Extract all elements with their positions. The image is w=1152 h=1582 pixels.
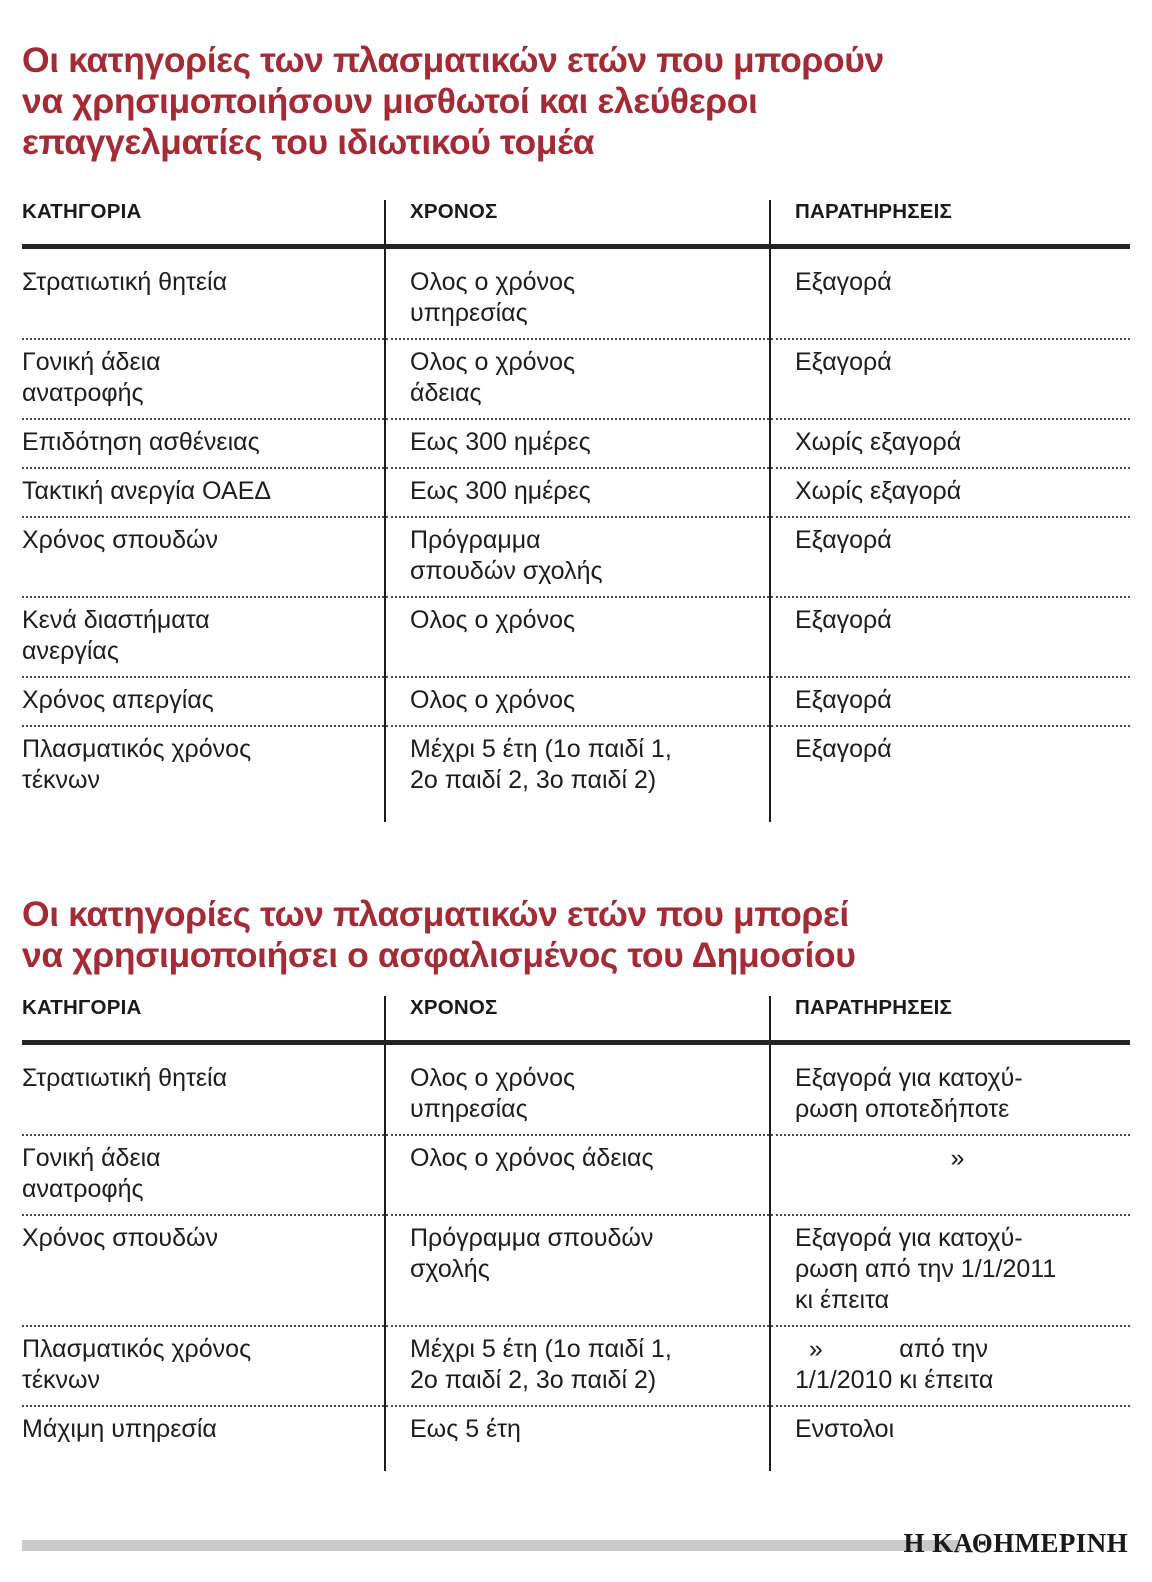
cell-category xyxy=(22,339,385,419)
cell-line: Ενστολοι xyxy=(795,1415,895,1443)
cell-line: 1/1/2010 κι έπειτα xyxy=(795,1366,994,1394)
cell-notes xyxy=(770,247,1130,340)
cell-line: 2ο παιδί 2, 3ο παιδί 2) xyxy=(410,1366,657,1394)
cell-category xyxy=(22,247,385,340)
table-header-row xyxy=(22,200,1130,244)
cell-line: Εξαγορά xyxy=(795,686,892,714)
cell-time xyxy=(385,339,770,419)
cell-notes xyxy=(770,677,1130,726)
page-title-private-sector xyxy=(22,40,1112,164)
title-line: Οι κατηγορίες των πλασματικών ετών που μπορούν xyxy=(22,39,884,80)
cell-line: Πρόγραμμα xyxy=(410,526,541,554)
cell-line: Εξαγορά xyxy=(795,268,892,296)
table-private-sector-wrapper xyxy=(22,200,1130,822)
cell-line: σπουδών σχολής xyxy=(410,557,603,585)
cell-line: Τακτική ανεργία ΟΑΕΔ xyxy=(22,477,272,505)
table-row xyxy=(22,1135,1130,1215)
cell-notes xyxy=(770,339,1130,419)
cell-line: ανεργίας xyxy=(22,637,119,665)
cell-line: ανατροφής xyxy=(22,379,144,407)
table-row xyxy=(22,1406,1130,1471)
table-public-sector-wrapper xyxy=(22,996,1130,1471)
cell-line: Επιδότηση ασθένειας xyxy=(22,428,260,456)
column-header-time: ΧΡΟΝΟΣ xyxy=(385,996,770,1040)
cell-line: ρωση από την 1/1/2011 xyxy=(795,1255,1057,1283)
table-row xyxy=(22,247,1130,340)
cell-notes xyxy=(770,517,1130,597)
table-row xyxy=(22,726,1130,822)
table-public-sector xyxy=(22,996,1130,1471)
title-line: Οι κατηγορίες των πλασματικών ετών που μπορεί xyxy=(22,893,849,934)
cell-line: Πλασματικός χρόνος xyxy=(22,1335,252,1363)
table-row xyxy=(22,677,1130,726)
table-row xyxy=(22,339,1130,419)
cell-line: Χωρίς εξαγορά xyxy=(795,428,962,456)
cell-line: ανατροφής xyxy=(22,1175,144,1203)
cell-line: » από την xyxy=(795,1335,989,1363)
cell-line: Ολος ο χρόνος άδειας xyxy=(410,1144,654,1172)
cell-notes xyxy=(770,1326,1130,1406)
cell-category xyxy=(22,1043,385,1136)
cell-line: Εξαγορά για κατοχύ- xyxy=(795,1064,1023,1092)
cell-line: Εξαγορά xyxy=(795,606,892,634)
cell-line: Ολος ο χρόνος xyxy=(410,348,576,376)
title-line: επαγγελματίες του ιδιωτικού τομέα xyxy=(22,122,595,163)
footer-bar xyxy=(22,1540,960,1551)
cell-line: Χρόνος απεργίας xyxy=(22,686,214,714)
cell-line: Ολος ο χρόνος xyxy=(410,686,576,714)
cell-time xyxy=(385,1043,770,1136)
cell-line: κι έπειτα xyxy=(795,1286,890,1314)
cell-time xyxy=(385,597,770,677)
cell-line: ρωση οποτεδήποτε xyxy=(795,1095,1010,1123)
cell-category xyxy=(22,726,385,822)
cell-line: Στρατιωτική θητεία xyxy=(22,1064,228,1092)
cell-notes xyxy=(770,726,1130,822)
cell-category xyxy=(22,1215,385,1326)
cell-line: Εως 5 έτη xyxy=(410,1415,521,1443)
cell-line: υπηρεσίας xyxy=(410,1095,528,1123)
cell-notes xyxy=(770,468,1130,517)
cell-line: » xyxy=(950,1144,965,1172)
cell-notes xyxy=(770,597,1130,677)
table-row xyxy=(22,597,1130,677)
title-line: να χρησιμοποιήσουν μισθωτοί και ελεύθεροι xyxy=(22,80,758,121)
table-row xyxy=(22,517,1130,597)
table-row xyxy=(22,419,1130,468)
cell-line: Εξαγορά xyxy=(795,348,892,376)
cell-line: Χρόνος σπουδών xyxy=(22,1224,219,1252)
cell-line: Εξαγορά για κατοχύ- xyxy=(795,1224,1023,1252)
column-header-notes: ΠΑΡΑΤΗΡΗΣΕΙΣ xyxy=(770,200,1130,244)
cell-line: άδειας xyxy=(410,379,482,407)
cell-time xyxy=(385,726,770,822)
cell-line: Ολος ο χρόνος xyxy=(410,268,576,296)
cell-line: 2ο παιδί 2, 3ο παιδί 2) xyxy=(410,766,657,794)
table-body-private-sector xyxy=(22,247,1130,823)
column-header-category: ΚΑΤΗΓΟΡΙΑ xyxy=(22,200,142,223)
cell-category xyxy=(22,597,385,677)
cell-line: Χρόνος σπουδών xyxy=(22,526,219,554)
cell-time xyxy=(385,1406,770,1471)
cell-category xyxy=(22,1406,385,1471)
cell-notes xyxy=(770,1043,1130,1136)
cell-notes xyxy=(770,1406,1130,1471)
cell-category xyxy=(22,419,385,468)
cell-line: Πρόγραμμα σπουδών xyxy=(410,1224,654,1252)
cell-time xyxy=(385,517,770,597)
cell-category xyxy=(22,468,385,517)
cell-line: υπηρεσίας xyxy=(410,299,528,327)
column-header-notes: ΠΑΡΑΤΗΡΗΣΕΙΣ xyxy=(770,996,1130,1040)
cell-line: Μέχρι 5 έτη (1ο παιδί 1, xyxy=(410,1335,672,1363)
cell-line: τέκνων xyxy=(22,1366,101,1394)
table-row xyxy=(22,1215,1130,1326)
cell-line: Χωρίς εξαγορά xyxy=(795,477,962,505)
cell-notes xyxy=(770,1135,1130,1215)
cell-line: σχολής xyxy=(410,1255,490,1283)
cell-time xyxy=(385,419,770,468)
cell-time xyxy=(385,1326,770,1406)
column-header-time: ΧΡΟΝΟΣ xyxy=(385,200,770,244)
table-row xyxy=(22,468,1130,517)
cell-line: Πλασματικός χρόνος xyxy=(22,735,252,763)
cell-line: Εξαγορά xyxy=(795,526,892,554)
title-line: να χρησιμοποιήσει ο ασφαλισμένος του Δημοσίου xyxy=(22,934,856,975)
cell-line: Ολος ο χρόνος xyxy=(410,606,576,634)
cell-line: Ολος ο χρόνος xyxy=(410,1064,576,1092)
cell-time xyxy=(385,677,770,726)
cell-time xyxy=(385,1215,770,1326)
cell-time xyxy=(385,247,770,340)
page-title-public-sector xyxy=(22,894,1112,976)
cell-line: Εως 300 ημέρες xyxy=(410,477,591,505)
publisher-logo: Η ΚΑΘΗΜΕΡΙΝΗ xyxy=(903,1528,1128,1558)
cell-category xyxy=(22,677,385,726)
table-header-row xyxy=(22,996,1130,1040)
cell-line: Γονική άδεια xyxy=(22,1144,161,1172)
cell-line: Γονική άδεια xyxy=(22,348,161,376)
table-body-public-sector xyxy=(22,1043,1130,1472)
cell-notes xyxy=(770,1215,1130,1326)
cell-line: Στρατιωτική θητεία xyxy=(22,268,228,296)
cell-line: Μέχρι 5 έτη (1ο παιδί 1, xyxy=(410,735,672,763)
cell-line: Κενά διαστήματα xyxy=(22,606,210,634)
column-header-category: ΚΑΤΗΓΟΡΙΑ xyxy=(22,996,142,1019)
table-row xyxy=(22,1043,1130,1136)
cell-category xyxy=(22,517,385,597)
footer xyxy=(22,1528,1130,1568)
table-private-sector xyxy=(22,200,1130,822)
cell-line: Μάχιμη υπηρεσία xyxy=(22,1415,217,1443)
cell-line: Εως 300 ημέρες xyxy=(410,428,591,456)
cell-category xyxy=(22,1326,385,1406)
cell-category xyxy=(22,1135,385,1215)
cell-time xyxy=(385,468,770,517)
cell-notes xyxy=(770,419,1130,468)
table-row xyxy=(22,1326,1130,1406)
cell-line: Εξαγορά xyxy=(795,735,892,763)
cell-line: τέκνων xyxy=(22,766,101,794)
cell-time xyxy=(385,1135,770,1215)
